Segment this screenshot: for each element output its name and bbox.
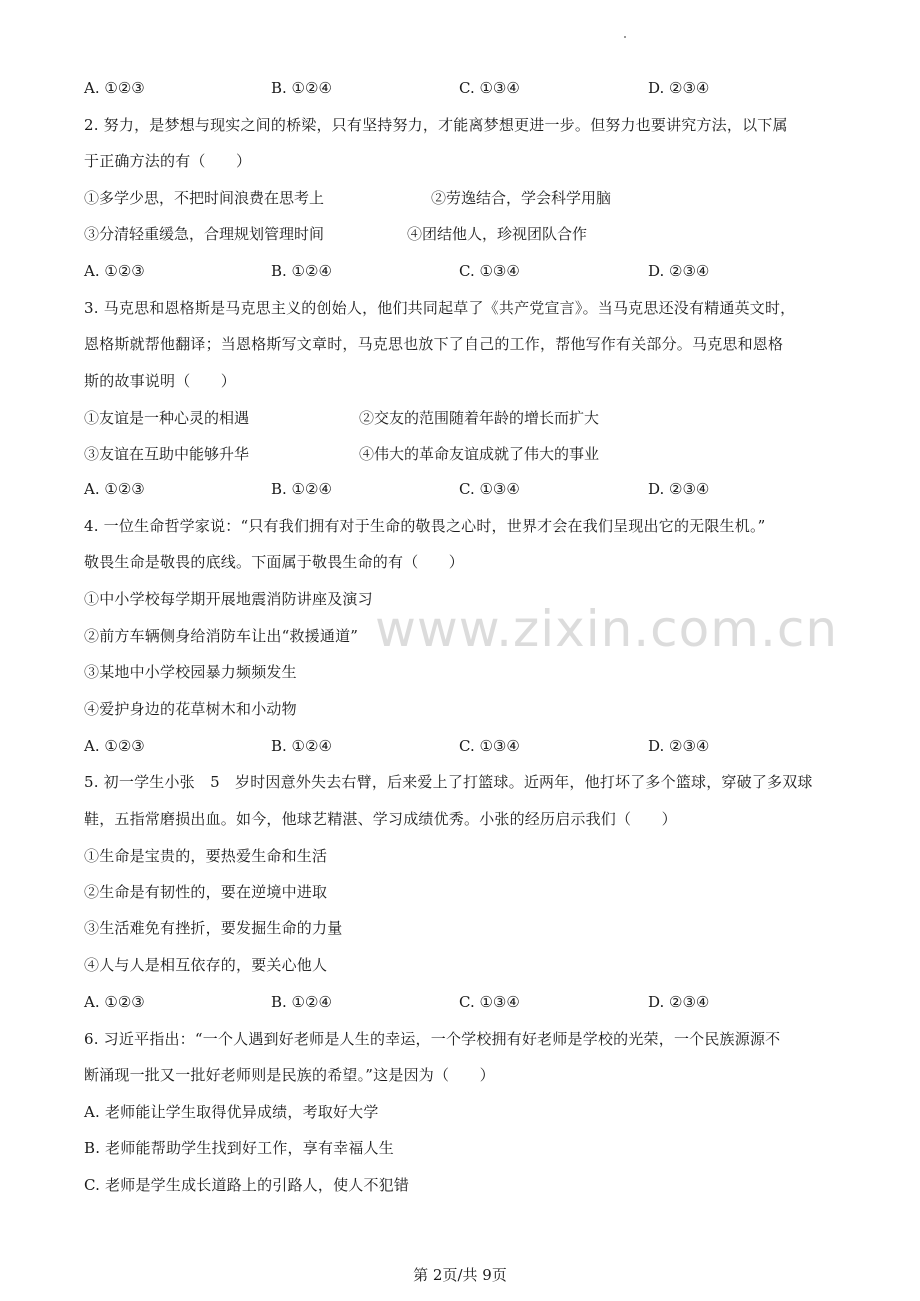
q2-item-1: ①多学少思，不把时间浪费在思考上 (84, 189, 325, 207)
q4-option-d: D. ②③④ (648, 737, 710, 755)
page-speck (624, 36, 626, 38)
q4-item-2: ②前方车辆侧身给消防车让出“救援通道” (84, 627, 359, 645)
q4-options (84, 736, 784, 756)
q4-item-3: ③某地中小学校园暴力频频发生 (84, 663, 297, 681)
q5-stem-line2: 鞋，五指常磨损出血。如今，他球艺精湛、学习成绩优秀。小张的经历启示我们（ ） (84, 810, 677, 828)
q5-options (84, 992, 784, 1012)
q1-option-c: C. ①③④ (459, 79, 520, 97)
q5-option-b: B. ①②④ (271, 993, 332, 1011)
q5-option-c: C. ①③④ (459, 993, 520, 1011)
q5-item-2: ②生命是有韧性的，要在逆境中进取 (84, 883, 328, 901)
q4-option-b: B. ①②④ (271, 737, 332, 755)
q3-options (84, 479, 784, 499)
q4-stem-line1: 4. 一位生命哲学家说：“只有我们拥有对于生命的敬畏之心时，世界才会在我们呈现出它的无限生机。” (84, 517, 766, 535)
q2-option-a: A. ①②③ (84, 262, 145, 280)
q2-items-row1 (84, 188, 784, 208)
q4-item-1: ①中小学校每学期开展地震消防讲座及演习 (84, 590, 373, 608)
q3-option-d: D. ②③④ (648, 480, 710, 498)
q5-stem-line1: 5. 初一学生小张 5 岁时因意外失去右臂，后来爱上了打篮球。近两年，他打坏了多个篮球，穿破了多双球 (84, 773, 813, 791)
q6-stem-line1: 6. 习近平指出：“一个人遇到好老师是人生的幸运，一个学校拥有好老师是学校的光荣，一个民族源源不 (84, 1030, 781, 1048)
q2-items-row2 (84, 224, 784, 244)
q3-items-row1 (84, 408, 784, 428)
q1-option-b: B. ①②④ (271, 79, 332, 97)
q4-option-c: C. ①③④ (459, 737, 520, 755)
q3-option-b: B. ①②④ (271, 480, 332, 498)
q3-option-a: A. ①②③ (84, 480, 145, 498)
q2-options (84, 261, 784, 281)
q4-stem-line2: 敬畏生命是敬畏的底线。下面属于敬畏生命的有（ ） (84, 553, 465, 571)
q5-item-1: ①生命是宝贵的，要热爱生命和生活 (84, 847, 328, 865)
q5-option-d: D. ②③④ (648, 993, 710, 1011)
q4-option-a: A. ①②③ (84, 737, 145, 755)
q2-item-4: ④团结他人，珍视团队合作 (407, 225, 588, 243)
q5-option-a: A. ①②③ (84, 993, 145, 1011)
q3-stem-line2: 恩格斯就帮他翻译；当恩格斯写文章时，马克思也放下了自己的工作，帮他写作有关部分。马克思和恩格 (84, 335, 784, 353)
q1-option-d: D. ②③④ (648, 79, 710, 97)
q4-item-4: ④爱护身边的花草树木和小动物 (84, 700, 297, 718)
q5-item-3: ③生活难免有挫折，要发掘生命的力量 (84, 919, 343, 937)
q5-item-4: ④人与人是相互依存的，要关心他人 (84, 956, 328, 974)
q6-option-b: B. 老师能帮助学生找到好工作，享有幸福人生 (84, 1139, 394, 1157)
q1-options (84, 78, 784, 98)
q2-option-b: B. ①②④ (271, 262, 332, 280)
q3-items-row2 (84, 444, 784, 464)
q3-stem-line1: 3. 马克思和恩格斯是马克思主义的创始人，他们共同起草了《共产党宣言》。当马克思还没有精通英文时， (84, 299, 796, 317)
q3-stem-line3: 斯的故事说明（ ） (84, 372, 237, 390)
q3-option-c: C. ①③④ (459, 480, 520, 498)
q6-stem-line2: 断涌现一批又一批好老师则是民族的希望。”这是因为（ ） (84, 1066, 495, 1084)
q2-stem-line2: 于正确方法的有（ ） (84, 152, 252, 170)
watermark: www.zixin.com.cn (375, 600, 839, 658)
q2-option-d: D. ②③④ (648, 262, 710, 280)
q6-option-c: C. 老师是学生成长道路上的引路人，使人不犯错 (84, 1176, 410, 1194)
q3-item-2: ②交友的范围随着年龄的增长而扩大 (359, 409, 600, 427)
q2-stem-line1: 2. 努力，是梦想与现实之间的桥梁，只有坚持努力，才能离梦想更进一步。但努力也要讲究方法，以下属 (84, 116, 788, 134)
q6-option-a: A. 老师能让学生取得优异成绩，考取好大学 (84, 1103, 379, 1121)
page-footer: 第 2页/共 9页 (413, 1266, 507, 1284)
q1-option-a: A. ①②③ (84, 79, 145, 97)
q3-item-3: ③友谊在互助中能够升华 (84, 445, 250, 463)
q2-option-c: C. ①③④ (459, 262, 520, 280)
q2-item-2: ②劳逸结合，学会科学用脑 (431, 189, 612, 207)
q3-item-4: ④伟大的革命友谊成就了伟大的事业 (359, 445, 600, 463)
q2-item-3: ③分清轻重缓急，合理规划管理时间 (84, 225, 325, 243)
q3-item-1: ①友谊是一种心灵的相遇 (84, 409, 250, 427)
